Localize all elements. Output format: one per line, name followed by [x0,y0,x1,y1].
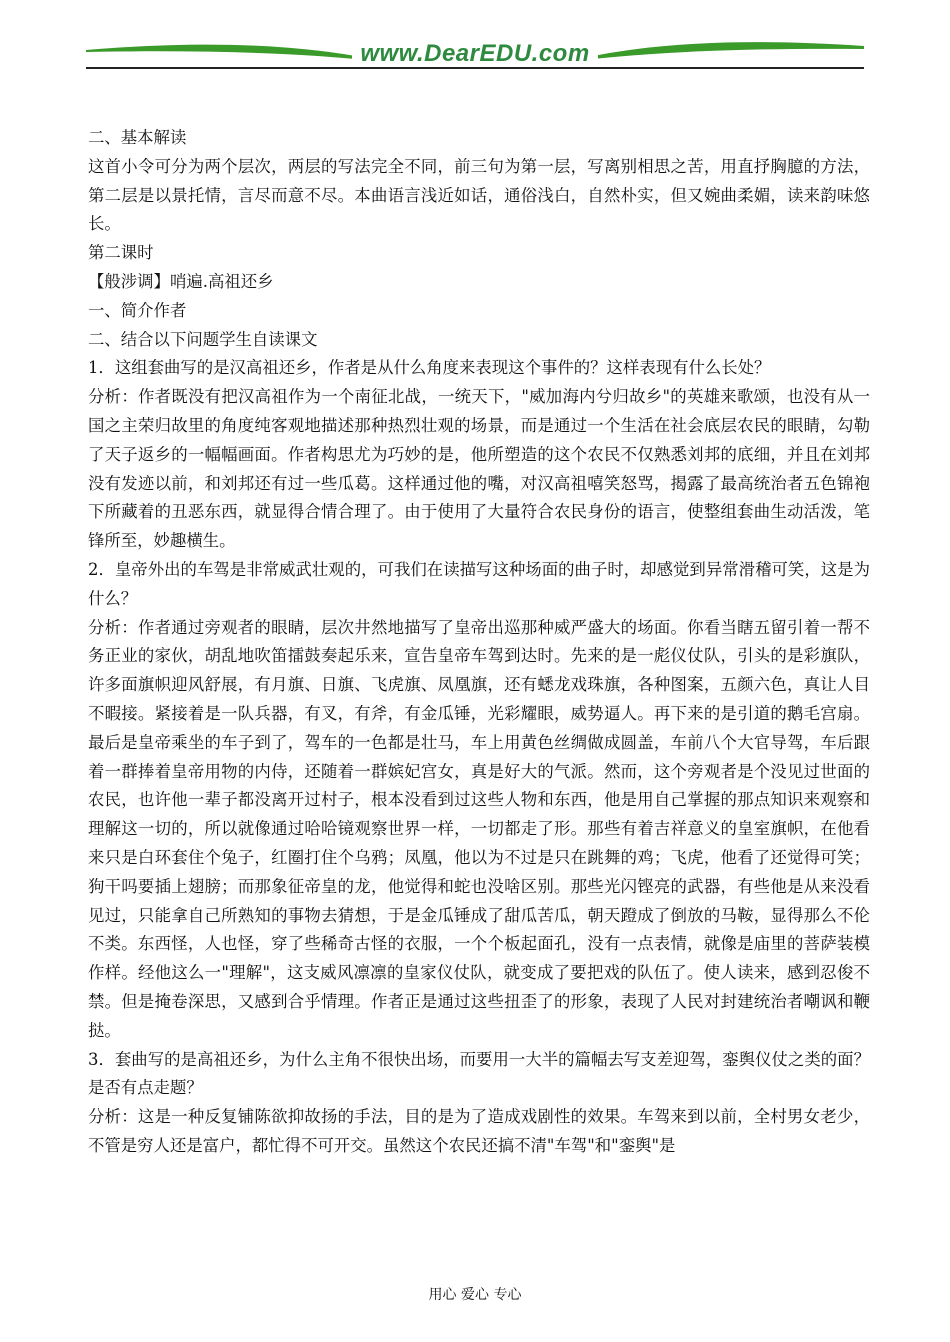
question: 3．套曲写的是高祖还乡，为什么主角不很快出场，而要用一大半的篇幅去写支差迎驾，銮舆仪仗之类的面？是否有点走题？ [88,1049,870,1098]
section-heading: 二、结合以下问题学生自读课文 [88,329,318,349]
paragraph: 这首小令可分为两个层次，两层的写法完全不同，前三句为第一层，写离别相思之苦，用直抒胸臆的方法，第二层是以景托情，言尽而意不尽。本曲语言浅近如话，通俗浅白，自然朴实，但又婉曲柔媚，读来韵味悠长。 [88,156,870,234]
page-footer: 用心 爱心 专心 [428,1287,522,1303]
analysis: 分析：作者通过旁观者的眼睛，层次井然地描写了皇帝出巡那种威严盛大的场面。你看当瞎五留引着一帮不务正业的家伙，胡乱地吹笛擂鼓奏起乐来，宣告皇帝车驾到达时。先来的是一彪仪仗队，引头的是彩旗队，许多面旗帜迎风舒展，有月旗、日旗、飞虎旗、凤凰旗，还有蟋龙戏珠旗，各种图案，五颜六色，真让人目不暇接。紧接着是一队兵器，有叉，有斧，有金瓜锤，光彩耀眼，威势逼人。再下来的是引道的鹅毛宫扇。最后是皇帝乘坐的车子到了，驾车的一色都是壮马，车上用黄色丝绸做成圆盖，车前八个大官导驾，车后跟着一群捧着皇帝用物的内侍，还随着一群嫔妃宫女，真是好大的气派。然而，这个旁观者是个没见过世面的农民，也许他一辈子都没离开过村子，根本没看到过这些人物和东西，他是用自己掌握的那点知识来观察和理解这一切的，所以就像通过哈哈镜观察世界一样，一切都走了形。那些有着吉祥意义的皇室旗帜，在他看来只是白环套住个兔子，红圈打住个乌鸦；凤凰，他以为不过是只在跳舞的鸡；飞虎，他看了还觉得可笑；狗干吗要插上翅膀；而那象征帝皇的龙，他觉得和蛇也没啥区别。那些光闪铿亮的武器，有些他是从来没看见过，只能拿自己所熟知的事物去猜想，于是金瓜锤成了甜瓜苦瓜，朝天蹬成了倒放的马鞍，显得那么不伦不类。东西怪，人也怪，穿了些稀奇古怪的衣服，一个个板起面孔，没有一点表情，就像是庙里的菩萨装模作样。经他这么一"理解"，这支威风凛凛的皇家仪仗队，就变成了要把戏的队伍了。使人读来，感到忍俊不禁。但是掩卷深思，又感到合乎情理。作者正是通过这些扭歪了的形象，表现了人民对封建统治者嘲讽和鞭挞。 [88,617,870,1040]
analysis: 分析：这是一种反复铺陈欲抑故扬的手法，目的是为了造成戏剧性的效果。车驾来到以前，全村男女老少，不管是穷人还是富户，都忙得不可开交。虽然这个农民还搞不清"车驾"和"銮舆"是 [88,1107,870,1155]
analysis: 分析：作者既没有把汉高祖作为一个南征北战，一统天下，"威加海内兮归故乡"的英雄来歌颂，也没有从一国之主荣归故里的角度纯客观地描述那种热烈壮观的场景，而是通过一个生活在社会底层农民的眼睛，勾勒了天子返乡的一幅幅画面。作者构思尤为巧妙的是，他所塑造的这个农民不仅熟悉刘邦的底细，并且在刘邦没有发迹以前，和刘邦还有过一些瓜葛。这样通过他的嘴，对汉高祖嘻笑怒骂，揭露了最高统治者五色锦袍下所藏着的丑恶东西，就显得合情合理了。由于使用了大量符合农民身份的语言，使整组套曲生动活泼，笔锋所至，妙趣横生。 [88,387,870,551]
lesson-heading: 第二课时 [88,243,154,263]
section-heading: 一、简介作者 [88,300,187,320]
question: 1．这组套曲写的是汉高祖还乡，作者是从什么角度来表现这个事件的？这样表现有什么长处？ [88,358,771,378]
document-body [88,124,870,1161]
site-logo-text: www.DearEDU.com [352,40,597,67]
question: 2．皇帝外出的车驾是非常威武壮观的，可我们在读描写这种场面的曲子时，却感觉到异常滑稽可笑，这是为什么？ [88,559,870,608]
section-heading: 二、基本解读 [88,128,187,147]
site-logo[interactable] [86,40,864,68]
header-rule [86,67,864,69]
work-title: 【般涉调】哨遍.高祖还乡 [88,271,274,291]
